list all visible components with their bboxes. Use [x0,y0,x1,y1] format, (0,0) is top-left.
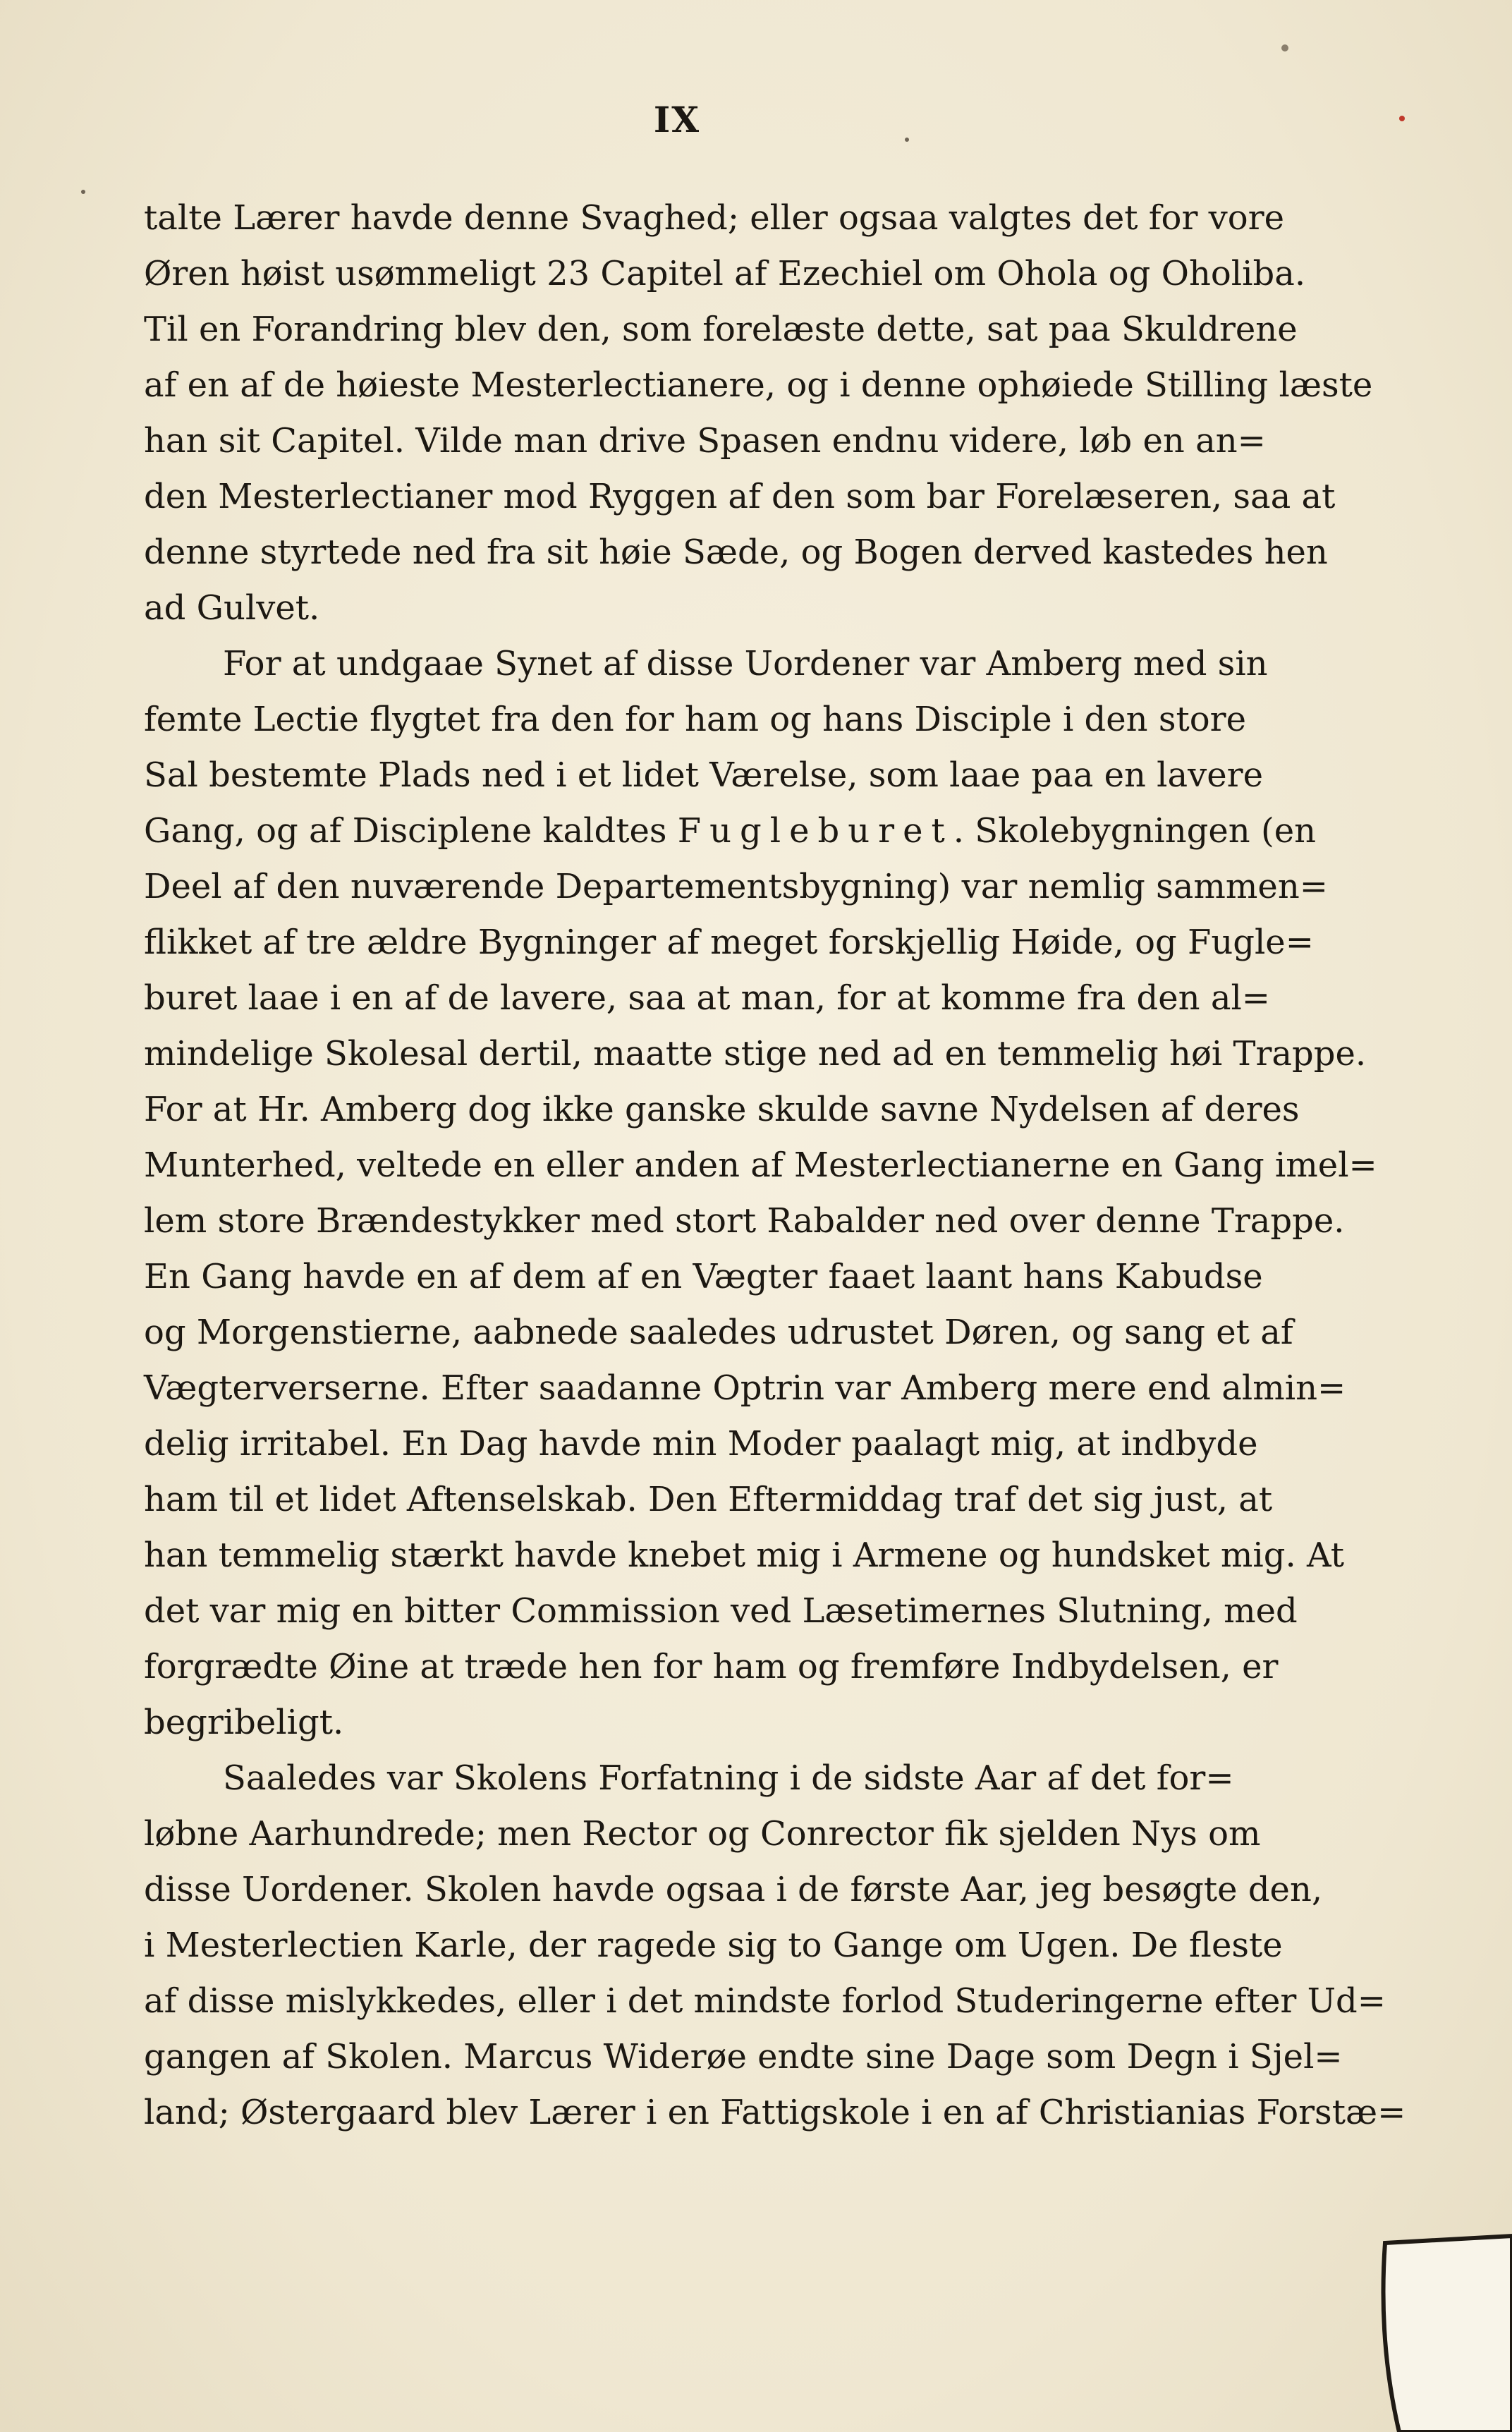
text-line: lem store Brændestykker med stort Rabalder ned over denne Trappe. [144,1201,1345,1241]
text-line: Øren høist usømmeligt 23 Capitel af Ezechiel om Ohola og Oholiba. [144,254,1306,293]
text-line: For at undgaae Synet af disse Uordener var Amberg med sin [223,644,1268,683]
text-line: i Mesterlectien Karle, der ragede sig to Gange om Ugen. De fleste [144,1926,1283,1965]
text-line: Saaledes var Skolens Forfatning i de sidste Aar af det for= [223,1758,1234,1798]
text-line: En Gang havde en af dem af en Vægter faaet laant hans Kabudse [144,1257,1263,1296]
text-line: disse Uordener. Skolen havde ogsaa i de første Aar, jeg besøgte den, [144,1870,1323,1909]
text-line: ham til et lidet Aftenselskab. Den Eftermiddag traf det sig just, at [144,1480,1273,1519]
page-body-text [144,190,1406,2141]
text-line: mindelige Skolesal dertil, maatte stige ned ad en temmelig høi Trappe. [144,1034,1367,1074]
text-line: han sit Capitel. Vilde man drive Spasen endnu videre, løb en an= [144,421,1266,461]
text-line: gangen af Skolen. Marcus Widerøe endte sine Dage som Degn i Sjel= [144,2037,1343,2077]
speck [1399,116,1405,121]
text-line: land; Østergaard blev Lærer i en Fattigskole i en af Christianias Forstæ= [144,2093,1406,2132]
text-line: Vægterverserne. Efter saadanne Optrin var Amberg mere end almin= [144,1368,1346,1408]
page-corner-edge [1357,2236,1512,2432]
speck [81,190,85,194]
text-line: han temmelig stærkt havde knebet mig i Armene og hundsket mig. At [144,1536,1345,1575]
text-line: flikket af tre ældre Bygninger af meget forskjellig Høide, og Fugle= [144,923,1314,962]
text-line: Til en Forandring blev den, som forelæste dette, sat paa Skuldrene [144,310,1298,349]
text-line: af disse mislykkedes, eller i det mindste forlod Studeringerne efter Ud= [144,1981,1386,2021]
spaced-word: Fugleburet [677,811,953,851]
page-number: IX [653,99,701,140]
text-line: af en af de høieste Mesterlectianere, og i denne ophøiede Stilling læste [144,365,1373,405]
text-segment: . Skolebygningen (en [953,811,1317,851]
speck [1281,44,1288,51]
text-line: buret laae i en af de lavere, saa at man, for at komme fra den al= [144,978,1271,1018]
text-line: Sal bestemte Plads ned i et lidet Værelse, som laae paa en lavere [144,755,1263,795]
text-line: begribeligt. [144,1703,344,1742]
text-line: delig irritabel. En Dag havde min Moder paalagt mig, at indbyde [144,1424,1258,1464]
text-line [144,803,1317,859]
text-line: og Morgenstierne, aabnede saaledes udrustet Døren, og sang et af [144,1313,1293,1352]
text-line: det var mig en bitter Commission ved Læsetimernes Slutning, med [144,1591,1298,1631]
text-line: Munterhed, veltede en eller anden af Mesterlectianerne en Gang imel= [144,1145,1377,1185]
text-line: løbne Aarhundrede; men Rector og Conrector fik sjelden Nys om [144,1814,1261,1854]
text-line: For at Hr. Amberg dog ikke ganske skulde savne Nydelsen af deres [144,1090,1300,1129]
text-line: femte Lectie flygtet fra den for ham og hans Disciple i den store [144,700,1247,739]
text-line: den Mesterlectianer mod Ryggen af den som bar Forelæseren, saa at [144,477,1336,516]
text-line: talte Lærer havde denne Svaghed; eller ogsaa valgtes det for vore [144,198,1285,238]
text-line: ad Gulvet. [144,588,320,628]
text-line: forgrædte Øine at træde hen for ham og fremføre Indbydelsen, er [144,1647,1279,1686]
text-line: denne styrtede ned fra sit høie Sæde, og Bogen derved kastedes hen [144,533,1328,572]
text-line: Deel af den nuværende Departementsbygning) var nemlig sammen= [144,867,1328,906]
text-segment: Gang, og af Disciplene kaldtes [144,811,678,851]
